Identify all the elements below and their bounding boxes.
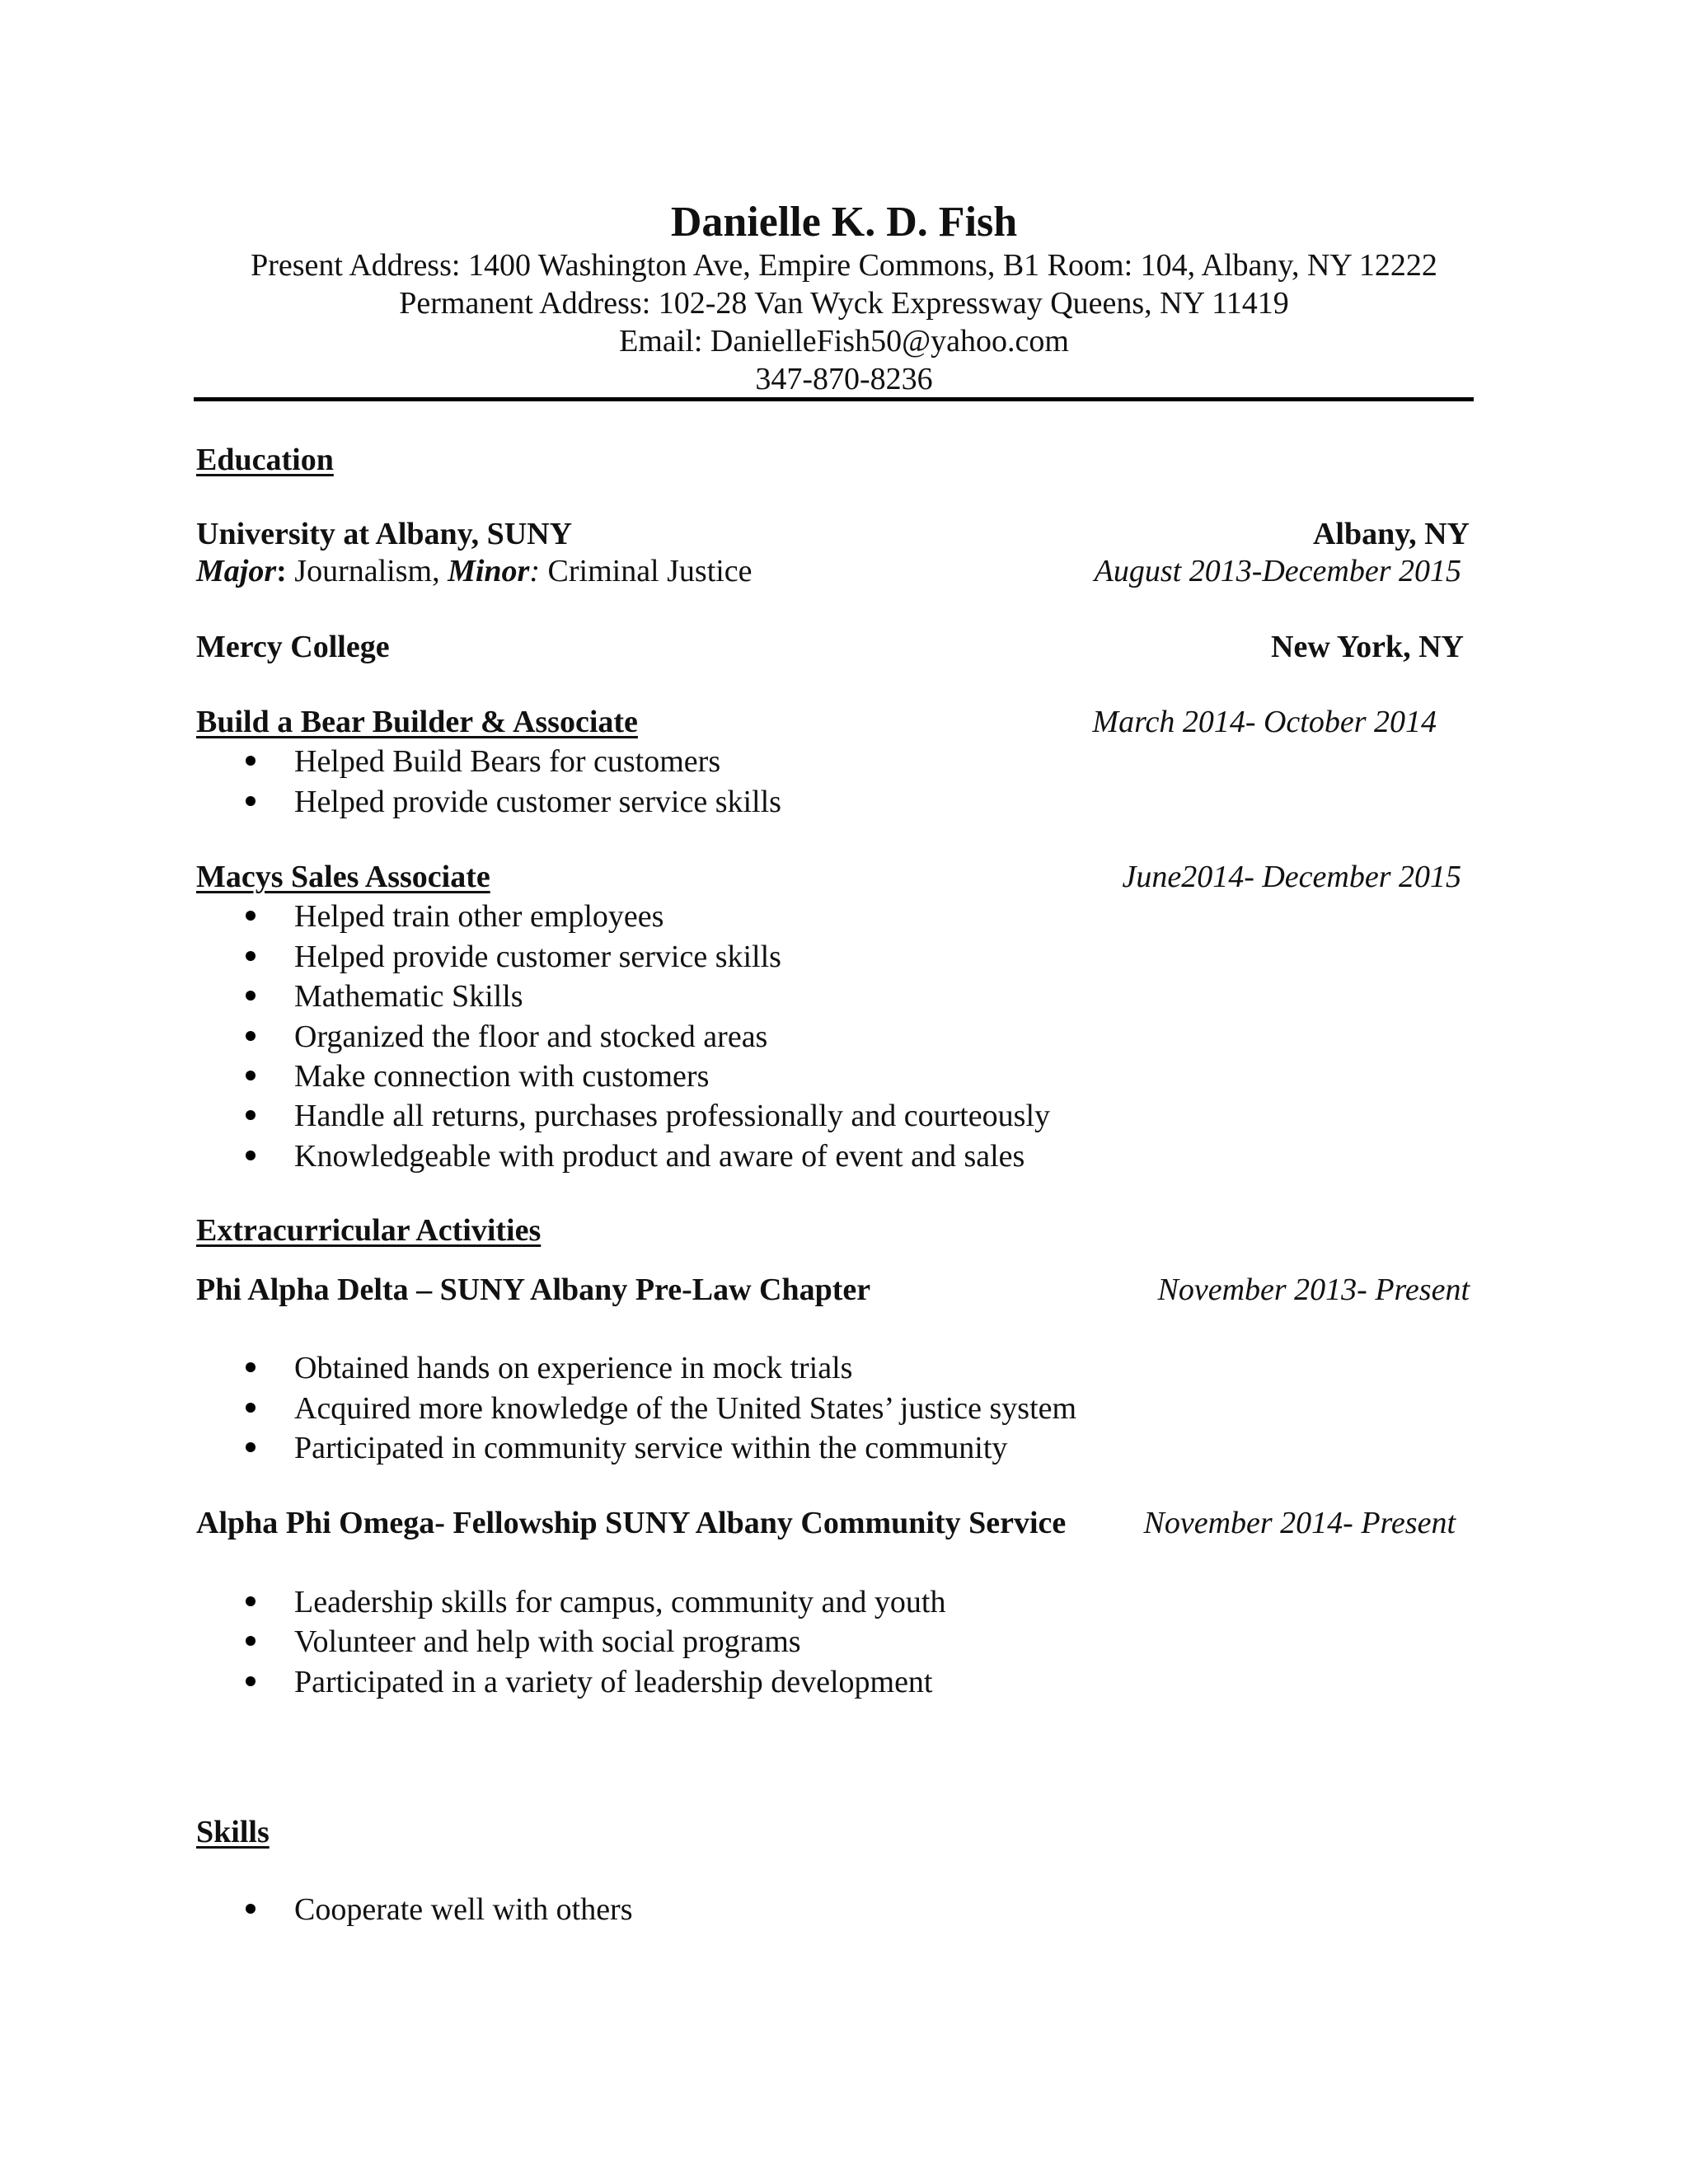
list-item: Volunteer and help with social programs (294, 1624, 801, 1659)
bullet-icon (246, 1031, 256, 1041)
activity-dates: November 2013- Present (1157, 1272, 1470, 1307)
bullet-icon (246, 1110, 256, 1120)
school-location: Albany, NY (1312, 517, 1470, 551)
minor-label: Minor (448, 554, 530, 588)
list-item: Acquired more knowledge of the United States’ justice system (294, 1391, 1077, 1426)
list-item: Helped train other employees (294, 899, 664, 934)
minor-separator: : (529, 554, 541, 588)
resume-name: Danielle K. D. Fish (670, 199, 1018, 246)
activity-title: Phi Alpha Delta – SUNY Albany Pre-Law Chapter (196, 1272, 871, 1307)
activity-title: Alpha Phi Omega- Fellowship SUNY Albany Community Service (196, 1506, 1067, 1540)
minor-value: Criminal Justice (540, 554, 753, 588)
job-title: Macys Sales Associate (196, 860, 490, 894)
bullet-icon (246, 1442, 256, 1452)
bullet-icon (246, 1636, 256, 1646)
present-address: Present Address: 1400 Washington Ave, Empire Commons, B1 Room: 104, Albany, NY 12222 (251, 248, 1437, 283)
major-minor (196, 555, 753, 587)
list-item: Make connection with customers (294, 1059, 710, 1094)
major-value: Journalism, (286, 554, 448, 588)
extracurricular-heading: Extracurricular Activities (196, 1213, 542, 1248)
list-item: Helped provide customer service skills (294, 785, 781, 819)
bullet-icon (246, 1904, 256, 1914)
bullet-icon (246, 1151, 256, 1160)
bullet-icon (246, 1362, 256, 1372)
school-dates: August 2013-December 2015 (1094, 554, 1461, 588)
list-item: Helped Build Bears for customers (294, 744, 721, 779)
bullet-icon (246, 1676, 256, 1686)
list-item: Organized the floor and stocked areas (294, 1019, 768, 1054)
school-name: Mercy College (196, 630, 390, 664)
bullet-icon (246, 1071, 256, 1080)
job-title: Build a Bear Builder & Associate (196, 705, 638, 739)
list-item: Obtained hands on experience in mock trials (294, 1351, 853, 1385)
phone: 347-870-8236 (755, 362, 933, 396)
permanent-address: Permanent Address: 102-28 Van Wyck Expressway Queens, NY 11419 (399, 286, 1289, 321)
list-item: Knowledgeable with product and aware of event and sales (294, 1139, 1025, 1174)
job-dates: June2014- December 2015 (1122, 860, 1461, 894)
list-item: Participated in a variety of leadership development (294, 1665, 933, 1699)
bullet-icon (246, 796, 256, 806)
education-heading: Education (196, 443, 334, 477)
job-dates: March 2014- October 2014 (1092, 705, 1437, 739)
list-item: Participated in community service within the community (294, 1431, 1008, 1465)
bullet-icon (246, 1596, 256, 1606)
school-location: New York, NY (1271, 630, 1464, 664)
bullet-icon (246, 1403, 256, 1413)
list-item: Helped provide customer service skills (294, 940, 781, 974)
school-name: University at Albany, SUNY (196, 517, 573, 551)
list-item: Leadership skills for campus, community and youth (294, 1585, 946, 1619)
list-item: Handle all returns, purchases professionally and courteously (294, 1099, 1051, 1133)
major-separator: : (276, 554, 287, 588)
skills-heading: Skills (196, 1815, 270, 1849)
activity-dates: November 2014- Present (1143, 1506, 1456, 1540)
major-label: Major (196, 554, 277, 588)
list-item: Mathematic Skills (294, 979, 523, 1014)
bullet-icon (246, 951, 256, 961)
bullet-icon (246, 756, 256, 766)
list-item: Cooperate well with others (294, 1892, 633, 1927)
email: Email: DanielleFish50@yahoo.com (619, 324, 1069, 359)
header-divider (194, 397, 1474, 401)
bullet-icon (246, 991, 256, 1001)
bullet-icon (246, 911, 256, 921)
